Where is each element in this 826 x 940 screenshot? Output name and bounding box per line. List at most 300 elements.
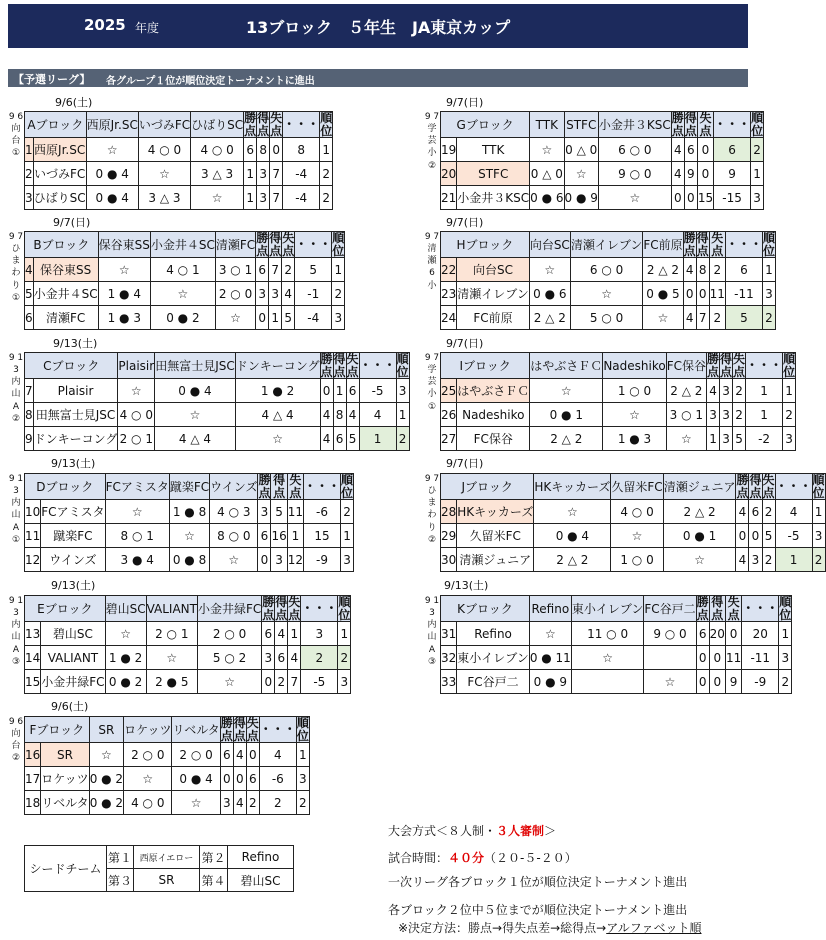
team-number: 17	[25, 767, 41, 791]
stat-header: ・・・	[359, 353, 396, 379]
goal-difference: -4	[295, 306, 332, 330]
block-date: 9/7(日)	[446, 96, 484, 109]
points: 6	[696, 622, 709, 646]
match-result: 2 ○ 1	[118, 427, 155, 451]
stat-header: 得点	[684, 111, 697, 138]
stat-header: 勝点	[671, 111, 684, 138]
block-name: Dブロック	[25, 474, 106, 500]
rank: 1	[341, 524, 354, 548]
goal-difference: -6	[304, 500, 341, 524]
points: 3	[707, 403, 720, 427]
header-row	[441, 353, 796, 379]
table-row	[441, 427, 796, 451]
rank: 1	[332, 258, 345, 282]
stat-header: ・・・	[295, 232, 332, 258]
block-name: Aブロック	[25, 112, 87, 138]
points: 4	[736, 548, 749, 572]
goals-for: 3	[269, 282, 282, 306]
match-result: ☆	[598, 186, 671, 210]
points: 6	[256, 258, 269, 282]
team-name: ひばりSC	[33, 186, 86, 210]
goals-for: 6	[333, 427, 346, 451]
match-result: ☆	[150, 282, 215, 306]
goals-for: 9	[684, 162, 697, 186]
match-result: ☆	[663, 548, 736, 572]
points: 0	[736, 524, 749, 548]
block-name: Eブロック	[25, 596, 106, 622]
seed-pos-1: 第１	[107, 846, 134, 869]
goals-against: 7	[270, 186, 283, 210]
points: 0	[258, 548, 271, 572]
points: 3	[262, 646, 275, 670]
goals-against: 4	[282, 282, 295, 306]
match-result: 2 △ 2	[643, 258, 683, 282]
info-format	[388, 822, 556, 839]
goals-against: 7	[288, 670, 301, 694]
points: 3	[256, 282, 269, 306]
match-result: ☆	[644, 670, 696, 694]
seed-teams-table	[24, 845, 294, 892]
goals-for: 8	[696, 258, 709, 282]
stat-header: 順位	[341, 473, 354, 500]
match-result: 1 ● 2	[235, 379, 320, 403]
rank: 1	[320, 138, 333, 162]
table-row	[25, 500, 354, 524]
goals-against: 2	[282, 258, 295, 282]
opponent-header: リベルタ	[172, 717, 220, 743]
match-result: 0 ● 6	[530, 186, 564, 210]
opponent-header: 久留米FC	[611, 474, 663, 500]
rank: 3	[332, 306, 345, 330]
match-result: ☆	[105, 500, 169, 524]
goals-for: 6	[275, 646, 288, 670]
team-number: 6	[25, 306, 34, 330]
stat-header: 勝点	[683, 231, 696, 258]
stat-header: 得点	[257, 111, 270, 138]
match-result: 2 △ 2	[666, 379, 706, 403]
points: 4	[320, 427, 333, 451]
goal-difference: 1	[746, 379, 783, 403]
stat-header: 勝点	[244, 111, 257, 138]
points: 1	[244, 186, 257, 210]
rank: 1	[751, 162, 764, 186]
team-name: 小金井緑FC	[41, 670, 105, 694]
header-row	[25, 353, 410, 379]
team-name: ドンキーコング	[33, 427, 118, 451]
rank: 3	[296, 767, 309, 791]
match-result: 1 ● 2	[105, 646, 146, 670]
goals-against: 11	[287, 500, 303, 524]
team-number: 14	[25, 646, 41, 670]
match-result: 4 ○ 0	[138, 138, 190, 162]
points: 4	[683, 258, 696, 282]
stat-header: 得点	[709, 596, 725, 622]
stat-header: 順位	[812, 473, 825, 500]
opponent-header: 清瀬FC	[215, 232, 255, 258]
goals-for: 8	[257, 138, 270, 162]
table-row	[441, 670, 792, 694]
goals-against: 1	[288, 622, 301, 646]
stat-header: 勝点	[320, 352, 333, 379]
goals-against: 15	[697, 186, 713, 210]
goal-difference: -9	[304, 548, 341, 572]
match-result: 1 ● 3	[603, 427, 666, 451]
goal-difference: 4	[259, 743, 296, 767]
goal-difference: 4	[359, 403, 396, 427]
rank: 1	[396, 403, 409, 427]
match-result: 0 ● 4	[534, 524, 611, 548]
stat-header: 順位	[762, 231, 775, 258]
info-line5	[398, 919, 702, 936]
goals-for: 7	[696, 306, 709, 330]
match-result: 8 ○ 0	[210, 524, 258, 548]
match-result: ☆	[105, 622, 146, 646]
team-number: 5	[25, 282, 34, 306]
match-result: 0 ● 11	[529, 646, 571, 670]
goals-against: 2	[709, 306, 725, 330]
points: 6	[262, 622, 275, 646]
match-result: 2 ○ 1	[146, 622, 197, 646]
stat-header: 失点	[709, 232, 725, 258]
stat-header: ・・・	[714, 112, 751, 138]
match-result: ☆	[124, 767, 172, 791]
opponent-header: 東小イレブン	[571, 596, 644, 622]
opponent-header: Nadeshiko	[603, 353, 666, 379]
table-row	[441, 403, 796, 427]
goal-difference: 8	[283, 138, 320, 162]
match-result: 2 △ 2	[663, 500, 736, 524]
stat-header: 失点	[246, 716, 259, 743]
team-number: 16	[25, 743, 41, 767]
rank: 1	[783, 379, 796, 403]
opponent-header: Refino	[529, 596, 571, 622]
team-name: 保谷東SS	[33, 258, 98, 282]
opponent-header: 小金井緑FC	[197, 596, 261, 622]
section-note: 各グループ１位が順位決定トーナメントに進出	[106, 76, 315, 87]
header-row	[441, 232, 776, 258]
points: 3	[258, 500, 271, 524]
opponent-header: FCアミスタ	[105, 474, 169, 500]
page-title: 13ブロック ５年生 JA東京カップ	[246, 18, 511, 37]
match-result: 8 ○ 1	[105, 524, 169, 548]
info-format-red: ３人審制	[496, 824, 545, 838]
title-nendo: 年度	[135, 21, 160, 35]
stat-header: 得点	[333, 352, 346, 379]
match-result: 4 ○ 0	[118, 403, 155, 427]
match-result: 9 ○ 0	[598, 162, 671, 186]
info-line5-underlined: アルファベット順	[606, 921, 702, 935]
rank: 3	[751, 186, 764, 210]
goals-for: 3	[257, 186, 270, 210]
team-number: 13	[25, 622, 41, 646]
match-result: ☆	[98, 258, 150, 282]
goals-against: 0	[697, 162, 713, 186]
venue-label: 9 7 ひ ま わ り ①	[8, 232, 24, 303]
block-table	[24, 716, 310, 815]
goals-for: 0	[749, 524, 762, 548]
team-number: 1	[25, 138, 34, 162]
venue-label: 9 7 ひ ま わ り ②	[424, 474, 440, 545]
opponent-header: 蹴楽FC	[169, 474, 209, 500]
table-row	[25, 743, 310, 767]
team-name: FCアミスタ	[41, 500, 105, 524]
opponent-header: ウインズ	[210, 474, 258, 500]
team-number: 24	[441, 306, 457, 330]
match-result: 2 ● 5	[146, 670, 197, 694]
rank: 2	[779, 670, 792, 694]
info-line3: 一次リーグ各ブロック１位が順位決定トーナメント進出	[388, 875, 688, 889]
team-name: ウインズ	[41, 548, 105, 572]
table-row	[441, 548, 826, 572]
block-date: 9/13(土)	[444, 579, 489, 592]
block-name: Gブロック	[441, 112, 530, 138]
block-name: Kブロック	[441, 596, 530, 622]
goals-for: 0	[709, 670, 725, 694]
stat-header: ・・・	[283, 112, 320, 138]
goals-for: 2	[275, 670, 288, 694]
match-result: 0 ● 4	[86, 186, 138, 210]
points: 0	[320, 379, 333, 403]
stat-header: ・・・	[775, 474, 812, 500]
match-result: ☆	[666, 427, 706, 451]
table-row	[441, 524, 826, 548]
team-name: 向台SC	[457, 258, 530, 282]
goals-for: 3	[749, 548, 762, 572]
goals-for: 3	[271, 548, 287, 572]
rank: 2	[296, 791, 309, 815]
rank: 2	[783, 403, 796, 427]
table-row	[25, 646, 351, 670]
goals-for: 0	[696, 282, 709, 306]
match-result: ☆	[191, 186, 244, 210]
match-result: ☆	[643, 306, 683, 330]
team-number: 22	[441, 258, 457, 282]
block-date: 9/13(土)	[53, 337, 98, 350]
block-date: 9/7(日)	[446, 457, 484, 470]
goals-for: 1	[333, 379, 346, 403]
stat-header: 勝点	[262, 595, 275, 622]
goal-difference: 4	[775, 500, 812, 524]
goals-against: 11	[725, 646, 741, 670]
match-result: ☆	[530, 379, 603, 403]
goals-for: 3	[720, 403, 733, 427]
points: 1	[244, 162, 257, 186]
match-result: 1 ○ 0	[603, 379, 666, 403]
match-result: 2 ○ 0	[197, 622, 261, 646]
match-result: 4 ○ 0	[611, 500, 663, 524]
opponent-header: 小金井３KSC	[598, 112, 671, 138]
match-result: 2 △ 2	[529, 306, 570, 330]
table-row	[441, 282, 776, 306]
match-result: 1 ● 8	[169, 500, 209, 524]
goals-for: 4	[233, 743, 246, 767]
stat-header: 得点	[233, 716, 246, 743]
team-name: はやぶさＦＣ	[457, 379, 530, 403]
rank: 2	[338, 646, 351, 670]
rank: 2	[762, 306, 775, 330]
team-number: 15	[25, 670, 41, 694]
team-name: 清瀬ジュニア	[457, 548, 534, 572]
rank: 2	[341, 500, 354, 524]
seed-team-3: SR	[134, 869, 200, 892]
rank: 3	[812, 524, 825, 548]
seed-pos-2: 第２	[200, 846, 228, 869]
stat-header: 勝点	[220, 716, 233, 743]
stat-header: 順位	[779, 595, 792, 622]
stat-header: 順位	[320, 111, 333, 138]
goal-difference: -5	[359, 379, 396, 403]
stat-header: 失点	[287, 474, 303, 500]
match-result: ☆	[169, 524, 209, 548]
goal-difference: -6	[259, 767, 296, 791]
team-number: 11	[25, 524, 41, 548]
match-result: ☆	[118, 379, 155, 403]
rank: 3	[338, 670, 351, 694]
stat-header: 失点	[725, 596, 741, 622]
goal-difference: 5	[295, 258, 332, 282]
points: 4	[736, 500, 749, 524]
block-date: 9/13(土)	[51, 457, 96, 470]
goals-against: 1	[287, 524, 303, 548]
venue-label: 9 7 学 芸 小 ②	[424, 112, 440, 171]
goals-against: 0	[270, 138, 283, 162]
table-row	[25, 670, 351, 694]
match-result: 11 ○ 0	[571, 622, 644, 646]
team-name: 清瀬イレブン	[457, 282, 530, 306]
stat-header: 得点	[275, 595, 288, 622]
match-result: 2 ○ 0	[172, 743, 220, 767]
points: 0	[696, 646, 709, 670]
goals-against: 2	[709, 258, 725, 282]
opponent-header: はやぶさＦＣ	[530, 353, 603, 379]
table-row	[441, 306, 776, 330]
block-table	[440, 595, 792, 694]
stat-header: 失点	[288, 595, 301, 622]
rank: 1	[296, 743, 309, 767]
team-number: 32	[441, 646, 457, 670]
team-number: 26	[441, 403, 457, 427]
rank: 1	[812, 500, 825, 524]
stat-header: 失点	[697, 112, 713, 138]
team-number: 28	[441, 500, 457, 524]
points: 4	[671, 162, 684, 186]
goals-against: 5	[346, 427, 359, 451]
header-row	[25, 717, 310, 743]
match-result: 0 ● 1	[530, 403, 603, 427]
team-number: 18	[25, 791, 41, 815]
match-result: ☆	[146, 646, 197, 670]
stat-header: 勝点	[707, 352, 720, 379]
team-name: HKキッカーズ	[457, 500, 534, 524]
goals-for: 8	[333, 403, 346, 427]
match-result	[571, 670, 644, 694]
goal-difference: -2	[746, 427, 783, 451]
opponent-header: ロケッツ	[124, 717, 172, 743]
stat-header: 勝点	[258, 473, 271, 500]
stat-header: 勝点	[256, 231, 269, 258]
goals-for: 7	[269, 258, 282, 282]
block-date: 9/7(日)	[446, 216, 484, 229]
info-time-suffix: （２０-５-２０）	[484, 851, 577, 865]
rank: 2	[751, 138, 764, 162]
goals-for: 3	[257, 162, 270, 186]
match-result: ☆	[564, 162, 598, 186]
goals-against: 0	[697, 138, 713, 162]
block-table	[440, 352, 796, 451]
stat-header: 順位	[296, 716, 309, 743]
goals-against: 5	[282, 306, 295, 330]
match-result: 0 ● 2	[150, 306, 215, 330]
venue-label: 9 7 学 芸 小 ①	[424, 353, 440, 412]
seed-pos-4: 第４	[200, 869, 228, 892]
info-time	[388, 849, 577, 866]
opponent-header: FC前原	[643, 232, 683, 258]
team-number: 3	[25, 186, 34, 210]
match-result: 0 △ 0	[564, 138, 598, 162]
block-date: 9/7(日)	[53, 216, 91, 229]
block-name: Iブロック	[441, 353, 530, 379]
match-result: ☆	[534, 500, 611, 524]
section-label: 【予選リーグ】	[13, 73, 91, 86]
goals-against: 12	[287, 548, 303, 572]
match-result: ☆	[235, 427, 320, 451]
goals-against: 2	[246, 791, 259, 815]
team-name: VALIANT	[41, 646, 105, 670]
match-result: 0 ● 8	[169, 548, 209, 572]
team-name: TTK	[457, 138, 530, 162]
team-name: SR	[41, 743, 89, 767]
team-name: 西原Jr.SC	[33, 138, 86, 162]
rank: 1	[762, 258, 775, 282]
rank: 2	[396, 427, 409, 451]
match-result: 3 ○ 1	[215, 258, 255, 282]
goals-against: 6	[346, 379, 359, 403]
info-format-text: 大会方式＜８人制・	[388, 824, 497, 838]
goals-for: 1	[269, 306, 282, 330]
team-number: 8	[25, 403, 34, 427]
rank: 3	[762, 282, 775, 306]
table-row	[441, 622, 792, 646]
goals-for: 3	[720, 379, 733, 403]
goal-difference: -4	[283, 186, 320, 210]
opponent-header: 向台SC	[529, 232, 570, 258]
team-number: 23	[441, 282, 457, 306]
match-result: 0 ● 4	[155, 379, 236, 403]
stat-header: 失点	[346, 352, 359, 379]
rank: 3	[779, 646, 792, 670]
block-name: Bブロック	[25, 232, 99, 258]
match-result: 4 △ 4	[235, 403, 320, 427]
table-row	[25, 138, 333, 162]
match-result: 9 ○ 0	[644, 622, 696, 646]
opponent-header: 小金井４SC	[150, 232, 215, 258]
opponent-header: いづみFC	[138, 112, 190, 138]
team-name: 久留米FC	[457, 524, 534, 548]
goals-for: 6	[684, 138, 697, 162]
goals-for: 3	[720, 427, 733, 451]
venue-label: 9 7 清 瀬 6 小	[424, 232, 440, 291]
match-result: ☆	[86, 138, 138, 162]
match-result: 0 △ 0	[530, 162, 564, 186]
match-result: ☆	[155, 403, 236, 427]
block-table	[24, 111, 333, 210]
block-name: Hブロック	[441, 232, 530, 258]
rank: 2	[320, 186, 333, 210]
opponent-header: 保谷東SS	[98, 232, 150, 258]
goal-difference: 6	[714, 138, 751, 162]
block-date: 9/6(土)	[55, 96, 93, 109]
goal-difference: 1	[746, 403, 783, 427]
